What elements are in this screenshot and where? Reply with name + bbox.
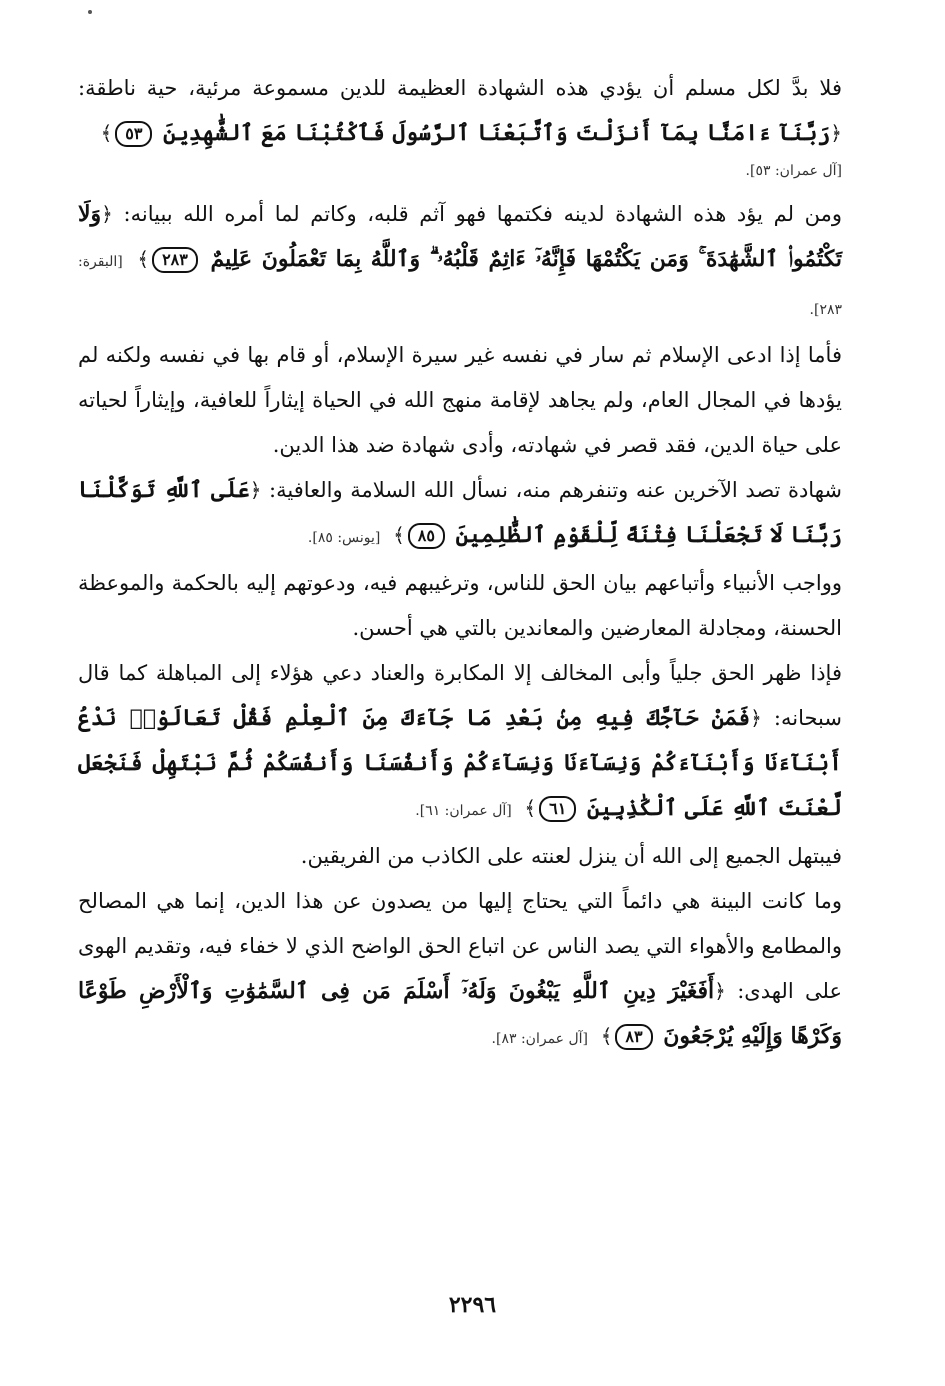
verse-open-bracket: ﴿ xyxy=(714,979,726,1003)
verse-text: وَلَا تَكْتُمُوا۟ ٱلشَّهَٰدَةَ ۚ وَمَن يَكْتُمْهَا فَإِنَّهُۥٓ ءَاثِمٌ قَلْبُهُۥ ۗ وَٱللَّهُ بِمَا تَعْمَلُونَ عَلِيمٌ xyxy=(78,201,842,272)
paragraph-text: شهادة تصد الآخرين عنه وتنفرهم منه، نسأل الله السلامة والعافية: xyxy=(269,478,842,502)
verse-citation: [البقرة: ٢٨٣]. xyxy=(78,254,842,318)
verse-text: رَبَّنَآ ءَامَنَّا بِمَآ أَنزَلْتَ وَٱتَّبَعْنَا ٱلرَّسُولَ فَٱكْتُبْنَا مَعَ ٱلشَّٰهِدِينَ xyxy=(163,120,831,146)
ayah-number-badge: ٢٨٣ xyxy=(152,247,198,273)
paragraph-8 xyxy=(78,879,842,1062)
verse-open-bracket: ﴿ xyxy=(101,202,113,226)
verse-citation: [آل عمران: ٨٣]. xyxy=(491,1031,588,1047)
page-body xyxy=(78,66,842,1062)
verse-citation: [يونس: ٨٥]. xyxy=(307,530,381,546)
paragraph-text: ومن لم يؤد هذه الشهادة لدينه فكتمها فهو آثم قلبه، وكاتم لما أمره الله ببيانه: xyxy=(123,202,842,226)
verse-text: فَمَنْ حَآجَّكَ فِيهِ مِنۢ بَعْدِ مَا جَآءَكَ مِنَ ٱلْعِلْمِ فَقُلْ تَعَالَوْا۟ نَدْعُ أَبْنَآءَنَا وَأَبْنَآءَكُمْ وَنِسَآءَنَا وَنِسَآءَكُمْ وَأَنفُسَنَا وَأَنفُسَكُمْ ثُمَّ نَبْتَهِلْ فَنَجْعَل لَّعْنَتَ ٱللَّهِ عَلَى ٱلْكَٰذِبِينَ xyxy=(78,705,842,821)
verse-close-bracket: ﴾ xyxy=(524,796,537,820)
quran-verse xyxy=(101,120,842,146)
page-number: ٢٢٩٦ xyxy=(448,1292,497,1318)
verse-close-bracket: ﴾ xyxy=(137,247,150,271)
verse-close-bracket: ﴾ xyxy=(600,1024,613,1048)
verse-open-bracket: ﴿ xyxy=(830,121,842,145)
verse-citation: [آل عمران: ٥٣]. xyxy=(745,163,842,179)
ayah-number-badge: ٥٣ xyxy=(115,121,152,147)
paragraph-text: فيبتهل الجميع إلى الله أن ينزل لعنته على الكاذب من الفريقين. xyxy=(300,844,842,868)
paragraph-1 xyxy=(78,66,842,186)
paragraph-2 xyxy=(78,192,842,333)
paragraph-5 xyxy=(78,561,842,651)
paragraph-text: وما كانت البينة هي دائماً التي يحتاج إليها من يصدون عن هذا الدين، إنما هي المصالح والمطامع والأهواء التي يصد الناس عن اتباع الحق الواضح الذي لا خفاء فيه، وتقديم الهوى على الهدى: xyxy=(78,889,842,1003)
ayah-number-badge: ٨٣ xyxy=(615,1024,652,1050)
scan-dot xyxy=(88,10,92,14)
paragraph-text: فأما إذا ادعى الإسلام ثم سار في نفسه غير سيرة الإسلام، أو قام بها في نفسه ولكنه لم يؤدها في المجال العام، ولم يجاهد لإقامة منهج الله في الحياة إيثاراً للعافية، وإيثاراً لحياته على حياة الدين، فقد قصر في شهادته، وأدى شهادة ضد هذا الدين. xyxy=(78,343,842,457)
paragraph-text: وواجب الأنبياء وأتباعهم بيان الحق للناس، وترغيبهم فيه، ودعوتهم إليه بالحكمة والموعظة الحسنة، ومجادلة المعارضين والمعاندين بالتي هي أحسن. xyxy=(78,571,842,640)
verse-open-bracket: ﴿ xyxy=(750,706,762,730)
paragraph-4 xyxy=(78,468,842,561)
verse-citation: [آل عمران: ٦١]. xyxy=(415,803,512,819)
verse-close-bracket: ﴾ xyxy=(393,523,405,547)
verse-text: عَلَى ٱللَّهِ تَوَكَّلْنَا رَبَّنَا لَا تَجْعَلْنَا فِتْنَةً لِّلْقَوْمِ ٱلظَّٰلِمِينَ xyxy=(78,477,842,548)
paragraph-3 xyxy=(78,333,842,468)
paragraph-text: فلا بدَّ لكل مسلم أن يؤدي هذه الشهادة العظيمة للدين مسموعة مرئية، حية ناطقة: xyxy=(78,76,842,100)
ayah-number-badge: ٨٥ xyxy=(408,523,445,549)
verse-close-bracket: ﴾ xyxy=(100,121,113,145)
quran-verse xyxy=(78,978,842,1049)
paragraph-6 xyxy=(78,651,842,834)
paragraph-text: فإذا ظهر الحق جلياً وأبى المخالف إلا المكابرة والعناد دعي هؤلاء إلى المباهلة كما قال سبحانه: xyxy=(78,661,842,730)
paragraph-7 xyxy=(78,834,842,879)
ayah-number-badge: ٦١ xyxy=(539,796,576,822)
verse-open-bracket: ﴿ xyxy=(249,478,262,502)
verse-text: أَفَغَيْرَ دِينِ ٱللَّهِ يَبْغُونَ وَلَهُۥٓ أَسْلَمَ مَن فِى ٱلسَّمَٰوَٰتِ وَٱلْأَرْضِ طَوْعًا وَكَرْهًا وَإِلَيْهِ يُرْجَعُونَ xyxy=(78,978,842,1049)
